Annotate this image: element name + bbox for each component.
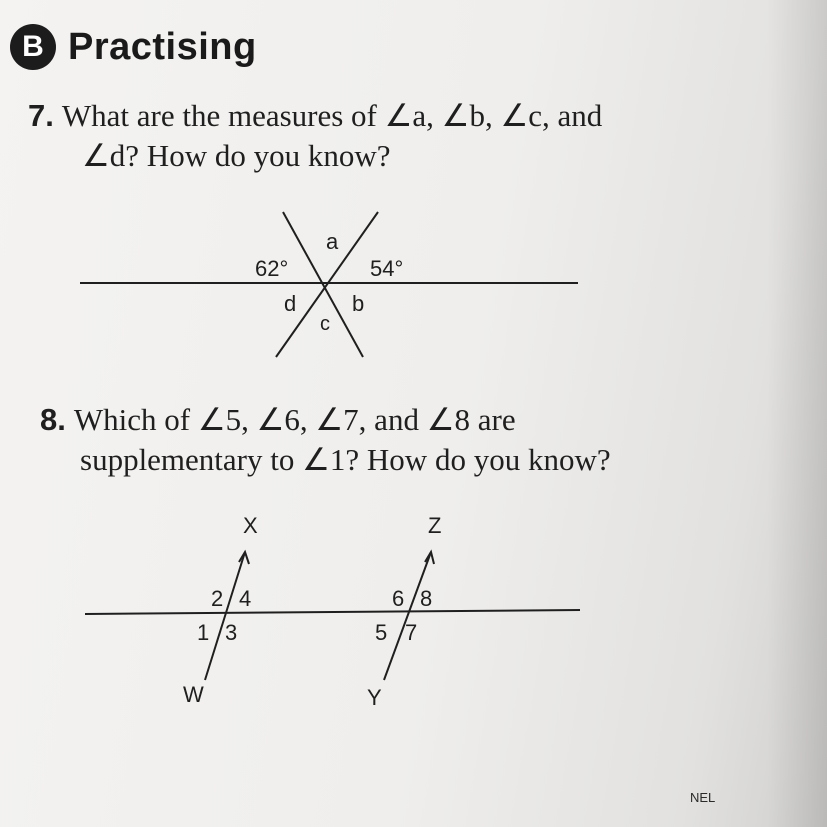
line-wx xyxy=(205,552,245,680)
angle-4-label: 4 xyxy=(239,586,252,611)
question-7-line2: ∠d? How do you know? xyxy=(82,138,391,173)
question-8-text1: Which of ∠5, ∠6, ∠7, and ∠8 are xyxy=(73,402,516,437)
question-7-text1: What are the measures of ∠a, ∠b, ∠c, and xyxy=(61,98,603,133)
angle-62-label: 62° xyxy=(255,256,289,281)
angle-2-label: 2 xyxy=(211,586,224,611)
angle-1-label: 1 xyxy=(197,620,210,645)
label-y: Y xyxy=(367,685,382,710)
label-x: X xyxy=(243,513,258,538)
transversal-line-q8 xyxy=(85,610,580,614)
question-8-line2: supplementary to ∠1? How do you know? xyxy=(80,442,611,477)
angle-3-label: 3 xyxy=(225,620,238,645)
section-badge: B xyxy=(10,24,56,70)
angle-6-label: 6 xyxy=(392,586,405,611)
angle-d-label: d xyxy=(284,291,297,316)
angle-5-label: 5 xyxy=(375,620,388,645)
angle-7-label: 7 xyxy=(405,620,418,645)
label-z: Z xyxy=(428,513,442,538)
angle-54-label: 54° xyxy=(370,256,404,281)
angle-b-label: b xyxy=(352,291,365,316)
publisher-footer: NEL xyxy=(690,790,716,805)
line-yz xyxy=(384,552,431,680)
angle-a-label: a xyxy=(326,229,339,254)
label-w: W xyxy=(183,682,204,707)
angle-c-label: c xyxy=(320,313,330,335)
section-title: Practising xyxy=(68,25,257,68)
angle-8-label: 8 xyxy=(420,586,433,611)
question-7-number: 7. xyxy=(28,98,54,133)
question-8-number: 8. xyxy=(40,402,66,437)
